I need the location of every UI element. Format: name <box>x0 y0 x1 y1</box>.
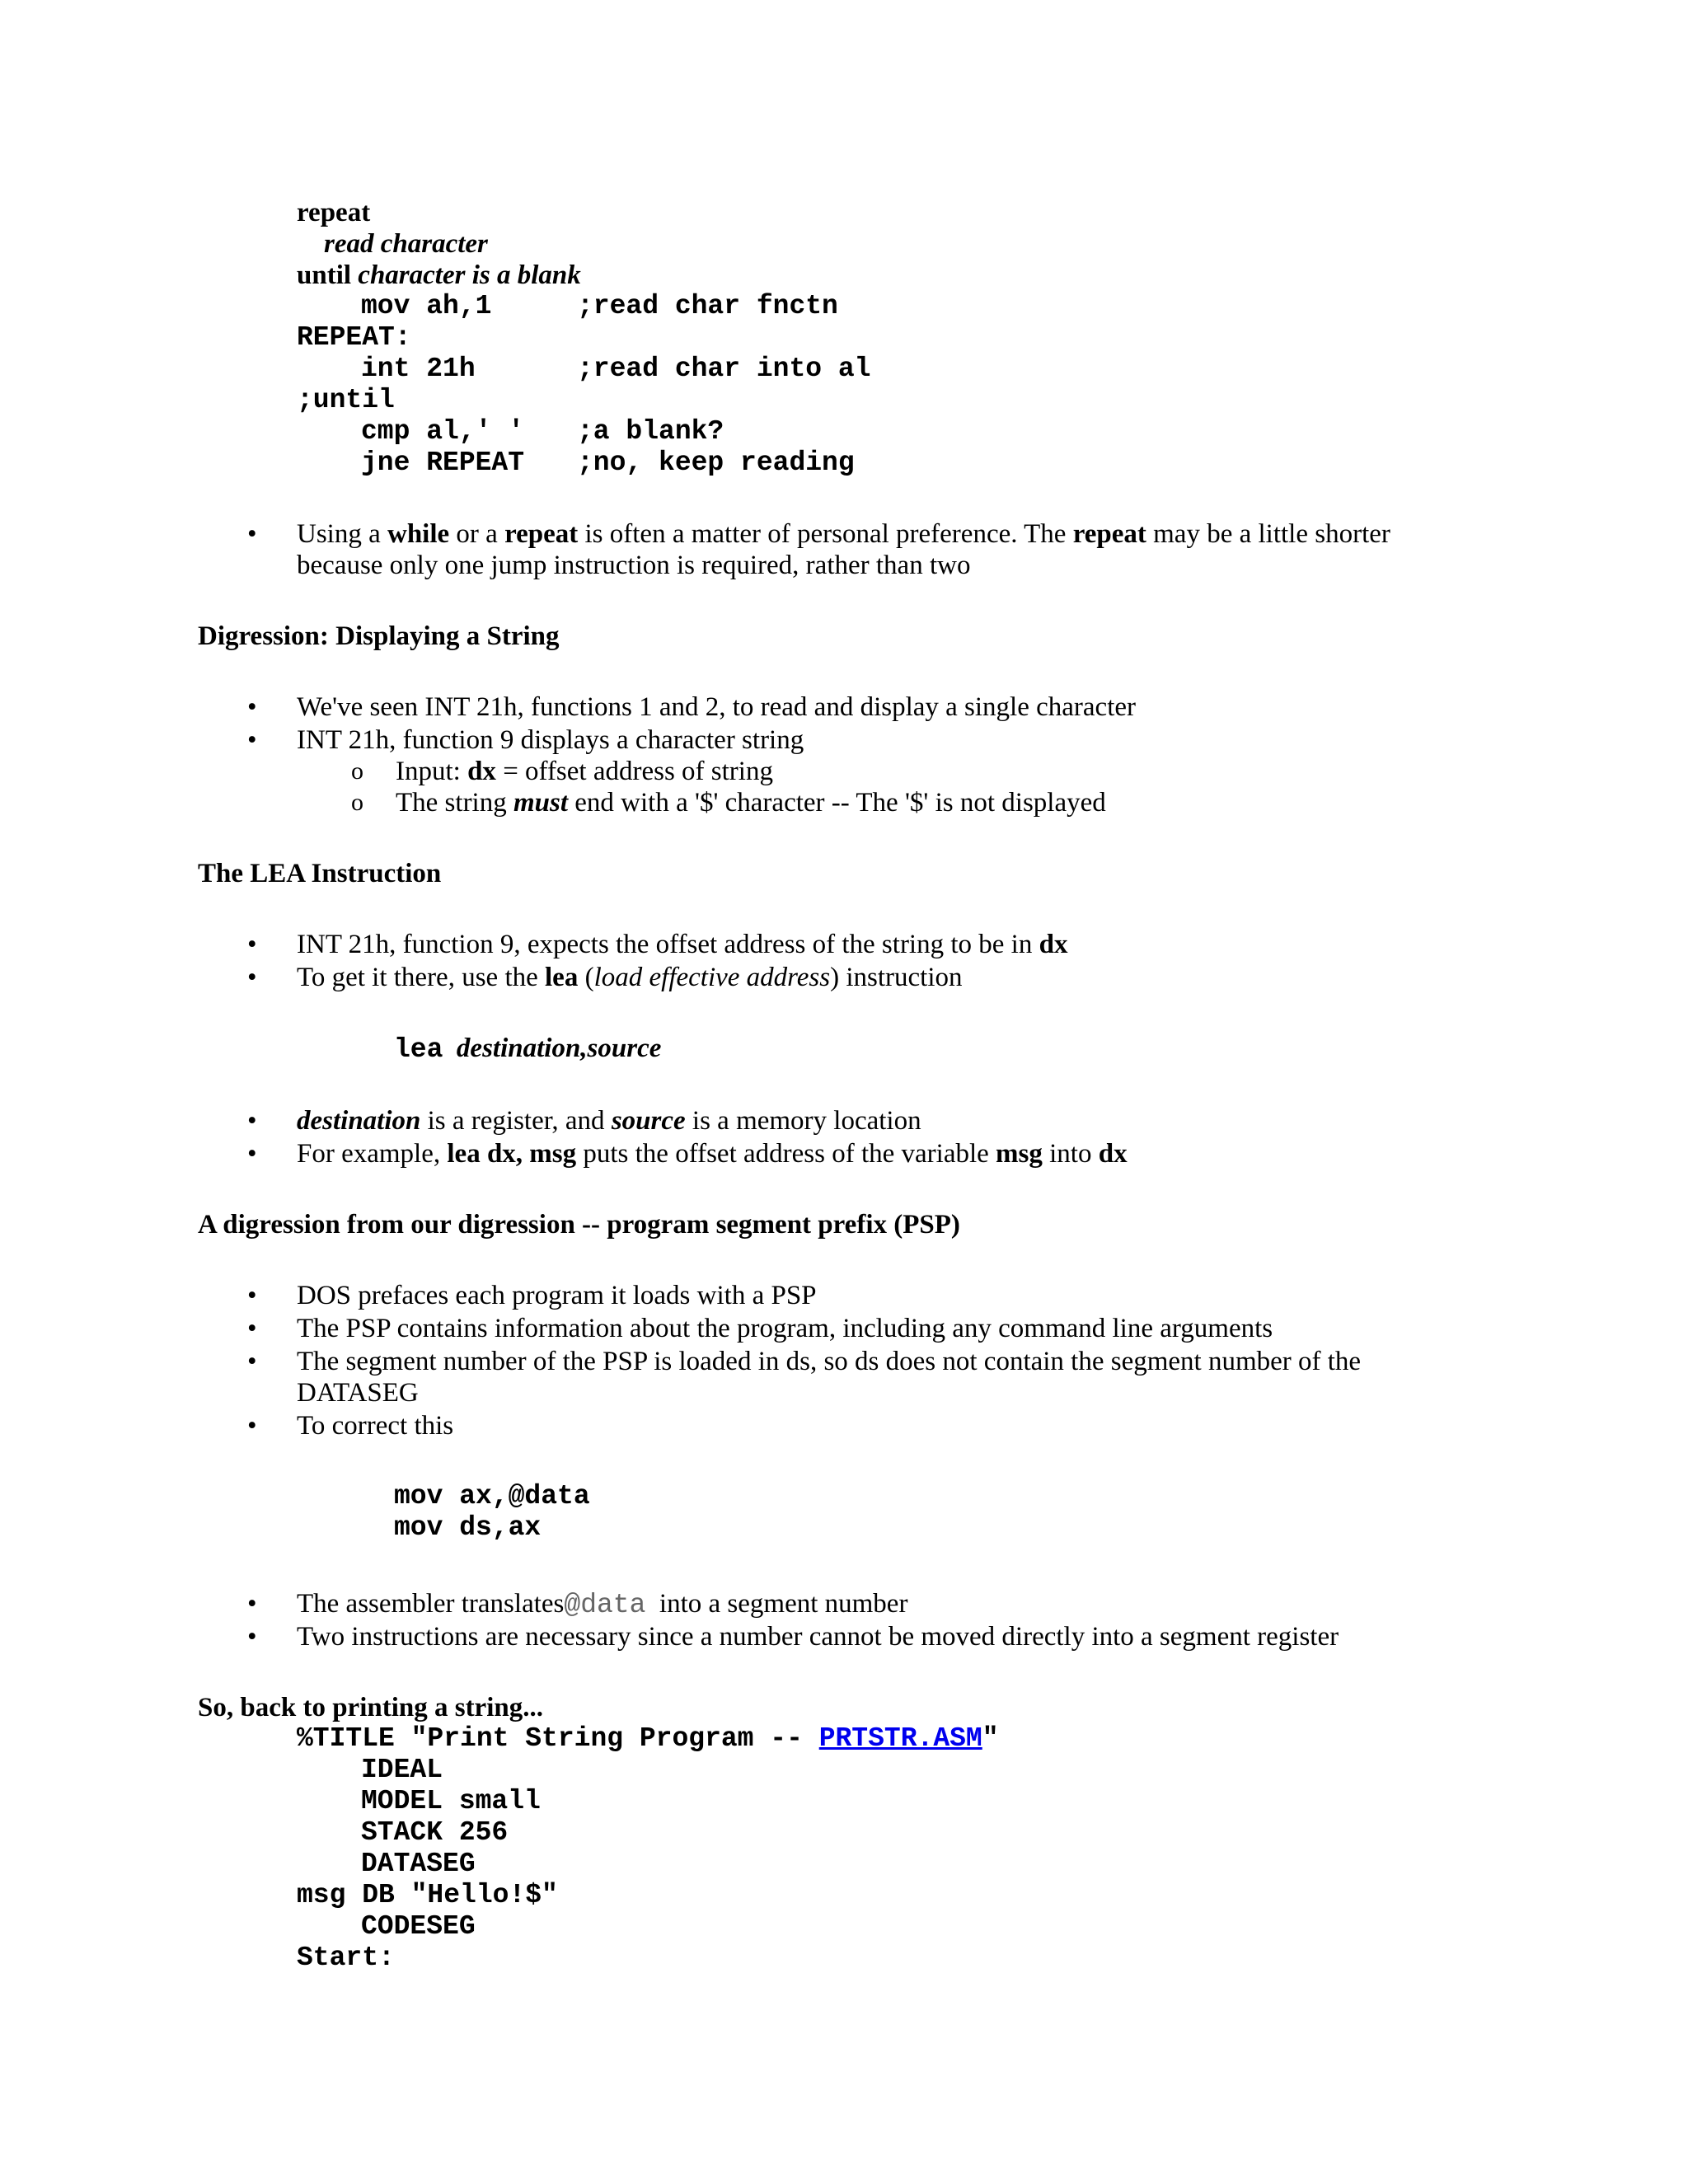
code-line: REPEAT: <box>297 322 411 353</box>
text: Input: <box>396 757 468 786</box>
code-line: Start: <box>297 1943 395 1973</box>
bullet-text: To correct this <box>297 1411 454 1441</box>
keyword: lea dx, msg <box>447 1139 577 1169</box>
code-comment: ;a blank? <box>577 416 724 447</box>
sub-bullet-text <box>396 755 773 788</box>
bullet-text <box>297 961 963 994</box>
inline-code: @data <box>564 1590 646 1620</box>
bullet-text-continued: DATASEG <box>297 1378 419 1408</box>
section-heading: The LEA Instruction <box>198 859 442 888</box>
bullet-text: The PSP contains information about the program, including any command line arguments <box>297 1314 1273 1343</box>
text: is often a matter of personal preference. The <box>578 519 1073 549</box>
emphasis: destination <box>297 1106 421 1136</box>
text: or a <box>449 519 505 549</box>
bullet-icon: • <box>247 1622 257 1652</box>
text: is a register, and <box>420 1106 612 1136</box>
bullet-text <box>297 1104 921 1137</box>
emphasis: load effective address <box>593 963 831 992</box>
text: ( <box>578 963 594 992</box>
bullet-icon: • <box>247 1314 257 1343</box>
lea-syntax <box>394 1032 661 1066</box>
bullet-text <box>297 518 1390 551</box>
section-heading: Digression: Displaying a String <box>198 621 560 651</box>
syntax-op: lea <box>394 1034 443 1065</box>
code-line: mov ax,@data <box>394 1481 590 1511</box>
code-text: " <box>982 1723 999 1754</box>
sub-bullet-icon: o <box>351 789 363 816</box>
bullet-text: DOS prefaces each program it loads with a PSP <box>297 1281 817 1310</box>
section-heading: A digression from our digression -- program segment prefix (PSP) <box>198 1210 960 1240</box>
keyword: dx <box>467 757 496 786</box>
bullet-icon: • <box>247 725 257 755</box>
code-line: STACK 256 <box>361 1817 509 1848</box>
bullet-text <box>297 928 1067 961</box>
keyword: dx <box>1039 930 1068 959</box>
keyword: dx <box>1098 1139 1128 1169</box>
bullet-text: Two instructions are necessary since a number cannot be moved directly into a segment register <box>297 1622 1339 1652</box>
keyword: while <box>387 519 450 549</box>
text: is a memory location <box>685 1106 921 1136</box>
bullet-icon: • <box>247 1347 257 1376</box>
bullet-text <box>297 1587 907 1622</box>
bullet-text: We've seen INT 21h, functions 1 and 2, to read and display a single character <box>297 692 1137 722</box>
code-comment: ;read char fnctn <box>577 291 838 321</box>
keyword: lea <box>545 963 579 992</box>
bullet-icon: • <box>247 963 257 992</box>
bullet-icon: • <box>247 1281 257 1310</box>
code-line: mov ds,ax <box>394 1512 542 1543</box>
text: To get it there, use the <box>297 963 546 992</box>
code-line: msg DB "Hello!$" <box>297 1880 558 1910</box>
section-heading: So, back to printing a string... <box>198 1693 543 1722</box>
bullet-text <box>297 1137 1128 1170</box>
sub-bullet-icon: o <box>351 757 363 785</box>
pseudo-read-character: read character <box>324 229 488 259</box>
text: The assembler translates <box>297 1589 565 1619</box>
text: For example, <box>297 1139 448 1169</box>
bullet-icon: • <box>247 1139 257 1169</box>
code-line: cmp al,' ' <box>361 416 525 447</box>
text: = offset address of string <box>495 757 773 786</box>
text: The string <box>396 788 513 818</box>
code-line: ;until <box>297 385 395 415</box>
syntax-args: destination,source <box>456 1033 662 1063</box>
code-line: jne REPEAT <box>361 448 525 478</box>
sub-bullet-text <box>396 786 1106 819</box>
pseudo-until: until <box>297 260 352 290</box>
code-line: IDEAL <box>361 1755 443 1785</box>
keyword: repeat <box>504 519 579 549</box>
text: puts the offset address of the variable <box>576 1139 996 1169</box>
bullet-icon: • <box>247 1106 257 1136</box>
code-text: %TITLE "Print String Program -- <box>297 1723 819 1754</box>
bullet-icon: • <box>247 1411 257 1441</box>
bullet-text-continued: because only one jump instruction is required, rather than two <box>297 551 971 580</box>
bullet-icon: • <box>247 692 257 722</box>
pseudo-repeat: repeat <box>297 198 371 227</box>
emphasis: source <box>611 1106 686 1136</box>
text: Using a <box>297 519 387 549</box>
bullet-icon: • <box>247 519 257 549</box>
keyword: msg <box>996 1139 1043 1169</box>
emphasis: must <box>513 788 569 818</box>
text: ) instruction <box>830 963 963 992</box>
bullet-text: INT 21h, function 9 displays a character string <box>297 725 804 755</box>
bullet-icon: • <box>247 1589 257 1619</box>
text: into <box>1042 1139 1099 1169</box>
code-title-line <box>297 1722 999 1755</box>
code-line: int 21h <box>361 354 476 384</box>
text: end with a '$' character -- The '$' is not displayed <box>568 788 1106 818</box>
pseudo-until-cond: character is a blank <box>358 260 581 290</box>
keyword: repeat <box>1072 519 1146 549</box>
text: INT 21h, function 9, expects the offset address of the string to be in <box>297 930 1039 959</box>
code-line: mov ah,1 <box>361 291 492 321</box>
code-comment: ;no, keep reading <box>577 448 855 478</box>
bullet-icon: • <box>247 930 257 959</box>
pseudo-until-line <box>297 259 581 292</box>
code-comment: ;read char into al <box>577 354 871 384</box>
code-line: DATASEG <box>361 1849 476 1879</box>
code-line: MODEL small <box>361 1786 541 1816</box>
prtstr-link[interactable]: PRTSTR.ASM <box>818 1723 982 1754</box>
text: may be a little shorter <box>1146 519 1390 549</box>
text: into a segment number <box>645 1589 908 1619</box>
bullet-text: The segment number of the PSP is loaded in ds, so ds does not contain the segment number of the <box>297 1347 1362 1376</box>
code-line: CODESEG <box>361 1911 476 1942</box>
